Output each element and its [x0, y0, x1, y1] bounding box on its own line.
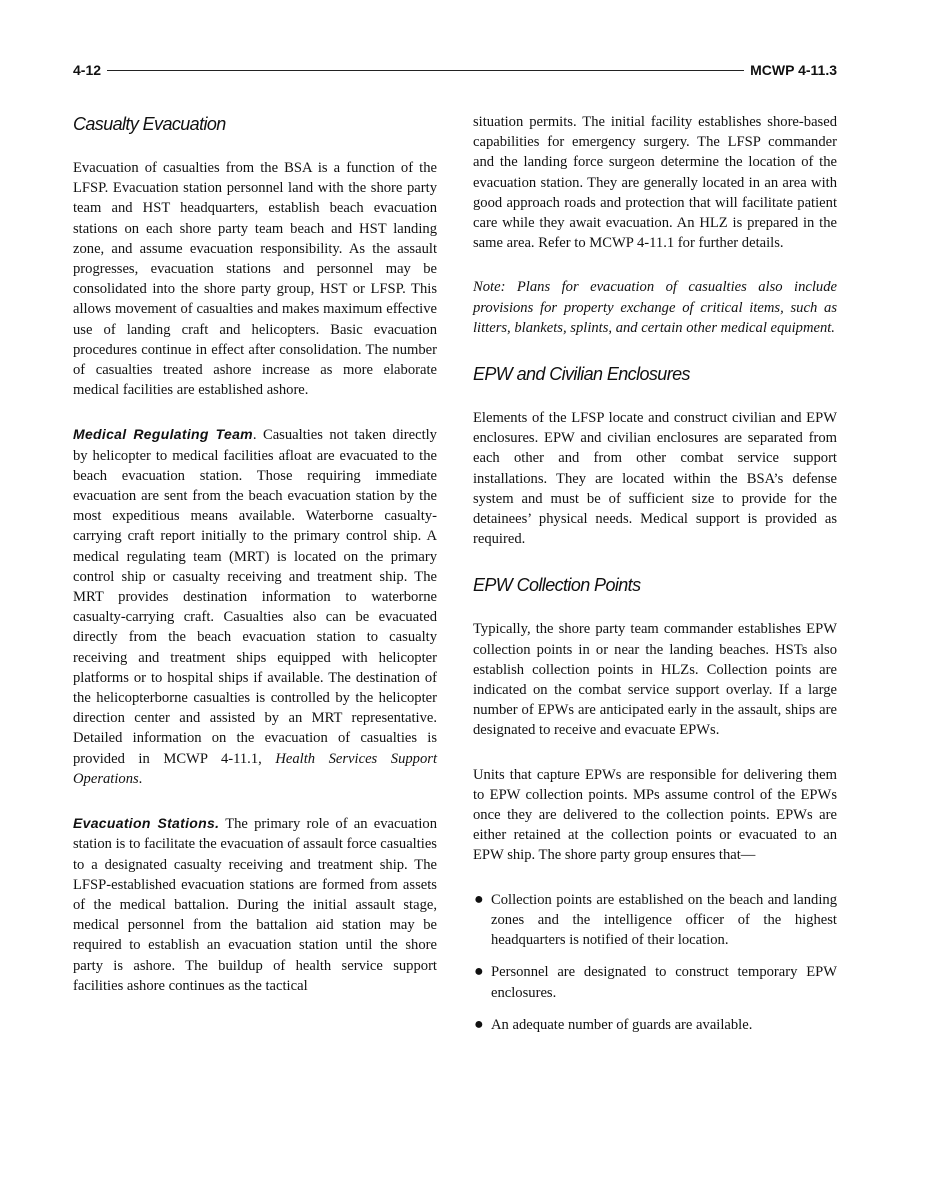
list-item	[473, 1015, 837, 1035]
list-item-text: Collection points are established on the beach and landing zones and the intelligence officer of the highest headquarters is notified of their location.	[491, 891, 837, 949]
casualty-evacuation-paragraph: Evacuation of casualties from the BSA is a function of the LFSP. Evacuation station personnel land with the shore party team and HST headquarters, establish beach evacuation stations on each shore party team beach and HST landing zone, and assume evacuation responsibility. As the assault progresses, evacuation stations and personnel may be consolidated into the shore party group, HST or LFSP. This allows movement of casualties and makes maximum effective use of landing craft and helicopters. Basic evacuation procedures continue in effect after consolidation. The number of casualties treated ashore increase as more elaborate medical facilities are established ashore.	[73, 160, 437, 399]
list-item	[473, 962, 837, 1002]
collection-points-paragraph-2: Units that capture EPWs are responsible for delivering them to EPW collection points. MPs assume control of the EPWs once they are delivered to the collection points. EPWs are either retained at the collection points or evacuated to an EPW ship. The shore party group ensures that—	[473, 766, 837, 864]
bullet-icon: ●	[474, 1015, 484, 1033]
list-item	[473, 890, 837, 951]
mrt-body-text: . Casualties not taken directly by helicopter to medical facilities afloat are evacuated to the beach evacuation station. Those requiring immediate evacuation are sent from the beach evacuation station by the most expeditious means available. Waterborne casualty-carrying craft report initially to the primary control ship. A medical regulating team (MRT) is located on the primary control ship or casualty receiving and treatment ship. The MRT provides destination information to waterborne casualty-carrying craft. Casualties also can be evacuated directly from the beach evacuation station to casualty receiving and treatment ships equipped with helicopter platforms or to hospital ships if available. The destination of the helicopterborne casualties is controlled by the helicopter direction center and assisted by an MRT representative. Detailed information on the evacuation of casualties is provided in MCWP 4-11.1,	[73, 427, 437, 767]
note-paragraph: Note: Plans for evacuation of casualties also include provisions for property exchange of critical items, such as litters, blankets, splints, and certain other medical equipment.	[473, 279, 837, 336]
evacuation-stations-runin: Evacuation Stations.	[73, 815, 220, 832]
running-header	[73, 60, 837, 80]
page-number: 4-12	[73, 62, 102, 78]
epw-enclosures-heading: EPW and Civilian Enclosures	[473, 364, 690, 385]
epw-collection-points-heading: EPW Collection Points	[473, 575, 641, 596]
list-item-text: An adequate number of guards are available.	[491, 1016, 753, 1033]
mrt-body-end: .	[138, 770, 143, 787]
right-column	[473, 112, 837, 1047]
continuation-paragraph: situation permits. The initial facility establishes shore-based capabilities for emergency surgery. The LFSP commander and the landing force surgeon determine the location of the evacuation station. They are generally located in an area with good approach roads and protection that will facilitate patient care while they await evacuation. An HLZ is prepared in the same area. Refer to MCWP 4-11.1 for further details.	[473, 114, 837, 252]
bullet-icon: ●	[474, 963, 484, 981]
evac-body-text: The primary role of an evacuation station is to facilitate the evacuation of assault force casualties to a designated casualty receiving and treatment ship. The LFSP-established evacuation stations are formed from assets of the medical battalion. During the initial assault stage, medical personnel from the battalion aid station may be required to establish an evacuation station until the shore party is ashore. The buildup of health service support facilities ashore continues as the tactical	[73, 816, 437, 994]
publication-id: MCWP 4-11.3	[750, 62, 837, 78]
casualty-evacuation-heading: Casualty Evacuation	[73, 114, 226, 134]
collection-points-paragraph-1: Typically, the shore party team commander establishes EPW collection points in or near the landing beaches. HSTs also establish collection points in HLZs. Collection points are indicated on the combat service support overlay. If a large number of EPWs are anticipated early in the assault, ships are designated to receive and evacuate EPWs.	[473, 621, 837, 739]
epw-enclosures-paragraph: Elements of the LFSP locate and construct civilian and EPW enclosures. EPW and civilian enclosures are separated from each other and from other combat service support installations. They are located within the BSA’s defense system and must be of sufficient size to provide for the detainees’ physical needs. Medical support is provided as required.	[473, 410, 837, 548]
left-column	[73, 112, 437, 1020]
requirements-list	[473, 890, 837, 1035]
evacuation-stations-paragraph	[73, 813, 437, 996]
bullet-icon: ●	[474, 890, 484, 908]
medical-regulating-team-runin: Medical Regulating Team	[73, 426, 253, 443]
list-item-text: Personnel are designated to construct temporary EPW enclosures.	[491, 964, 837, 1001]
mrt-citation: Health Services Support Operations	[73, 750, 438, 787]
header-rule	[107, 70, 744, 71]
medical-regulating-team-paragraph	[73, 424, 437, 789]
